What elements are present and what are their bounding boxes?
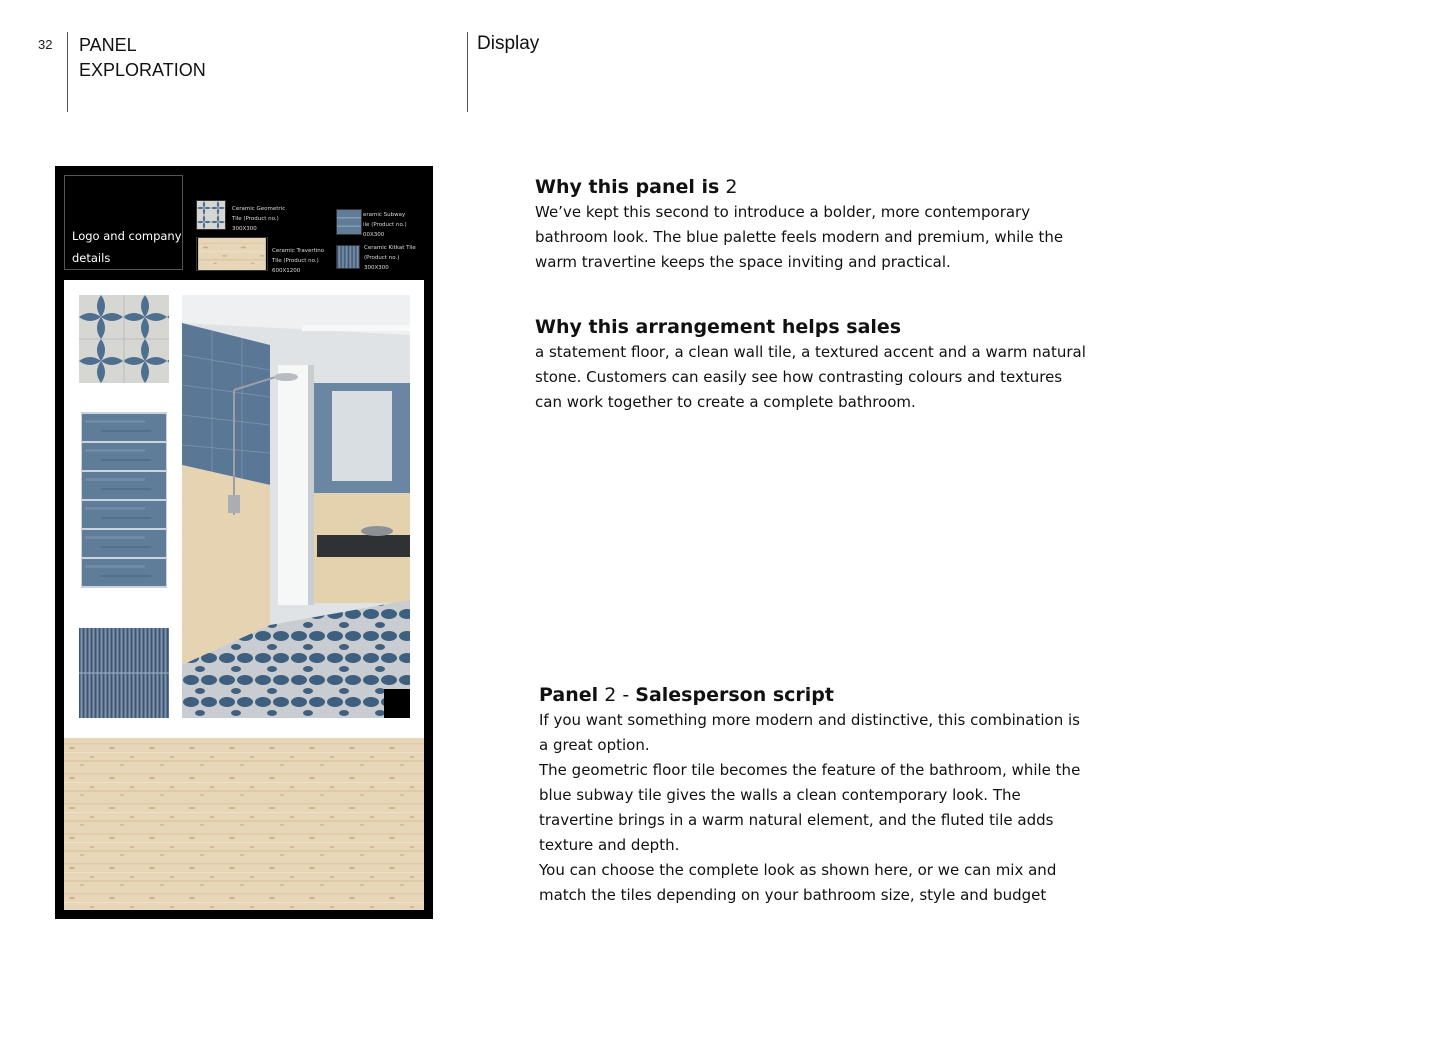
display-panel [55,166,433,919]
why-panel-body: We’ve kept this second to introduce a bolder, more contemporary bathroom look. The blue palette feels modern and premium, while the warm travertine keeps the space inviting and practical. [535,203,1064,271]
geometric-tile-swatch [196,200,226,230]
travertine-tile-swatch [196,237,268,271]
kitkat-tile-label: Ceramic Kitkat Tile (Product no.) 300X300 [364,245,416,271]
travertine-tile-label: Ceramic Travertino Tile (Product no.) 600X1200 [272,248,325,274]
header-divider-left [67,32,68,112]
why-arrangement-section [535,314,1090,415]
travertine-stone-sample [64,738,424,910]
section-title [79,33,206,83]
sample-board [64,280,424,910]
why-arrangement-body: a statement floor, a clean wall tile, a textured accent and a warm natural stone. Customers can easily see how contrasting colours and textures can work together to create a complete bathroom. [535,343,1086,411]
subway-tile-sample [81,412,167,588]
salesperson-script-heading: Panel 2 - Salesperson script [539,684,834,706]
why-arrangement-heading: Why this arrangement helps sales [535,316,902,338]
bathroom-render-image [182,295,410,718]
geometric-tile-label: Ceramic Geometric Tile (Product no.) 300X300 [232,206,286,232]
salesperson-script-section [539,682,1091,908]
page-number: 32 [38,37,53,52]
geometric-tile-sample [79,295,169,383]
kitkat-tile-swatch [336,245,360,269]
script-paragraph-2: The geometric floor tile becomes the feature of the bathroom, while the blue subway tile gives the walls a clean contemporary look. The travertine brings in a warm natural element, and the fluted tile adds texture and depth. [539,761,1081,854]
fluted-tile-sample [79,628,169,718]
script-paragraph-1: If you want something more modern and distinctive, this combination is a great option. [539,711,1080,754]
logo-text: Logo and company details [72,229,182,265]
subway-tile-swatch [336,209,362,235]
logo-placeholder [64,175,183,270]
why-panel-heading: Why this panel is 2 [535,176,738,198]
display-title: Display [477,33,540,54]
section-title-line2: EXPLORATION [79,60,206,80]
subway-tile-label: eramic Subway ile (Product no.) 00X300 [363,212,407,238]
section-title-line1: PANEL [79,35,137,55]
script-paragraph-3: You can choose the complete look as shown here, or we can mix and match the tiles depending on your bathroom size, style and budget [539,861,1057,904]
header-divider-right [467,32,468,112]
why-panel-section [535,174,1090,275]
